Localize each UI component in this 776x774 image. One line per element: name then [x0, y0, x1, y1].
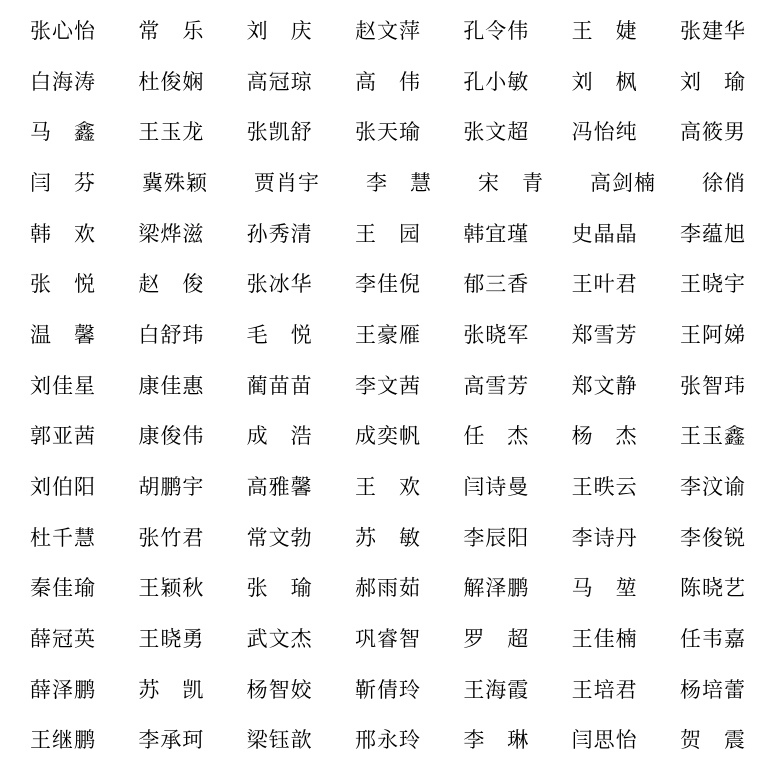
person-name: 胡鹏宇	[138, 474, 205, 499]
name-row	[30, 107, 746, 158]
person-name: 张建华	[679, 18, 746, 43]
person-name: 杨 杰	[571, 424, 638, 449]
person-name: 马 鑫	[30, 120, 96, 145]
person-name: 武文杰	[246, 626, 313, 651]
person-name: 史晶晶	[571, 221, 638, 246]
person-name: 王玉鑫	[679, 424, 746, 449]
person-name: 白舒玮	[138, 322, 205, 347]
person-name: 常文勃	[246, 525, 313, 550]
person-name: 王继鹏	[30, 728, 96, 753]
person-name: 王海霞	[463, 677, 530, 702]
person-name: 宋 青	[478, 170, 544, 195]
person-name: 王阿娣	[679, 322, 746, 347]
person-name: 王晓宇	[679, 272, 746, 297]
person-name: 杨培蕾	[679, 677, 746, 702]
person-name: 秦佳瑜	[30, 576, 96, 601]
person-name: 杜俊娴	[138, 69, 205, 94]
person-name: 李佳倪	[354, 272, 421, 297]
person-name: 任韦嘉	[679, 626, 746, 651]
person-name: 张文超	[463, 120, 530, 145]
person-name: 冀殊颖	[142, 170, 208, 195]
person-name: 杨智姣	[246, 677, 313, 702]
name-row	[30, 57, 746, 108]
name-row	[30, 665, 746, 716]
person-name: 温 馨	[30, 322, 96, 347]
person-name: 高筱男	[679, 120, 746, 145]
name-row	[30, 411, 746, 462]
person-name: 张竹君	[138, 525, 205, 550]
name-row	[30, 614, 746, 665]
person-name: 苏 敏	[354, 525, 421, 550]
person-name: 刘 瑜	[679, 69, 746, 94]
person-name: 李诗丹	[571, 525, 638, 550]
person-name: 张凯舒	[246, 120, 313, 145]
person-name: 李承珂	[138, 728, 205, 753]
person-name: 康佳惠	[138, 373, 205, 398]
person-name: 蔺苗苗	[246, 373, 313, 398]
person-name: 李汶谕	[679, 474, 746, 499]
person-name: 孔令伟	[463, 18, 530, 43]
person-name: 张智玮	[679, 373, 746, 398]
person-name: 王颖秋	[138, 576, 205, 601]
person-name: 王 婕	[571, 18, 638, 43]
person-name: 李辰阳	[463, 525, 530, 550]
person-name: 张晓军	[463, 322, 530, 347]
person-name: 高雪芳	[463, 373, 530, 398]
person-name: 白海涛	[30, 69, 96, 94]
person-name: 王豪雁	[354, 322, 421, 347]
person-name: 高剑楠	[590, 170, 656, 195]
person-name: 解泽鹏	[463, 576, 530, 601]
person-name: 王晓勇	[138, 626, 205, 651]
person-name: 巩睿智	[354, 626, 421, 651]
person-name: 成 浩	[246, 424, 313, 449]
person-name: 冯怡纯	[571, 120, 638, 145]
person-name: 毛 悦	[246, 322, 313, 347]
person-name: 刘伯阳	[30, 474, 96, 499]
person-name: 王培君	[571, 677, 638, 702]
person-name: 杜千慧	[30, 525, 96, 550]
person-name: 陈晓艺	[679, 576, 746, 601]
person-name: 常 乐	[138, 18, 205, 43]
person-name: 郑雪芳	[571, 322, 638, 347]
person-name: 徐俏	[702, 170, 746, 195]
person-name: 王玉龙	[138, 120, 205, 145]
person-name: 赵文萍	[354, 18, 421, 43]
person-name: 马 堃	[571, 576, 638, 601]
name-row	[30, 259, 746, 310]
person-name: 贾肖宇	[254, 170, 320, 195]
person-name: 王 园	[354, 221, 421, 246]
person-name: 李文茜	[354, 373, 421, 398]
person-name: 张天瑜	[354, 120, 421, 145]
person-name: 张 瑜	[246, 576, 313, 601]
person-name: 郝雨茹	[354, 576, 421, 601]
person-name: 梁烨滋	[138, 221, 205, 246]
person-name: 李 琳	[463, 728, 530, 753]
person-name: 康俊伟	[138, 424, 205, 449]
person-name: 刘佳星	[30, 373, 96, 398]
person-name: 张心怡	[30, 18, 96, 43]
person-name: 高冠琼	[246, 69, 313, 94]
name-row	[30, 310, 746, 361]
person-name: 任 杰	[463, 424, 530, 449]
person-name: 梁钰歆	[246, 728, 313, 753]
name-row	[30, 6, 746, 57]
name-row	[30, 715, 746, 766]
person-name: 赵 俊	[138, 272, 205, 297]
person-name: 李蕴旭	[679, 221, 746, 246]
person-name: 刘 庆	[246, 18, 313, 43]
name-grid	[30, 6, 746, 766]
person-name: 韩宜瑾	[463, 221, 530, 246]
person-name: 张 悦	[30, 272, 96, 297]
person-name: 闫 芬	[30, 170, 96, 195]
person-name: 闫思怡	[571, 728, 638, 753]
person-name: 成奕帆	[354, 424, 421, 449]
person-name: 孙秀清	[246, 221, 313, 246]
person-name: 郁三香	[463, 272, 530, 297]
person-name: 刘 枫	[571, 69, 638, 94]
person-name: 张冰华	[246, 272, 313, 297]
name-row	[30, 513, 746, 564]
name-row	[30, 209, 746, 260]
person-name: 薛冠英	[30, 626, 96, 651]
person-name: 王昳云	[571, 474, 638, 499]
person-name: 高 伟	[354, 69, 421, 94]
person-name: 孔小敏	[463, 69, 530, 94]
name-row	[30, 158, 746, 209]
person-name: 郑文静	[571, 373, 638, 398]
person-name: 薛泽鹏	[30, 677, 96, 702]
person-name: 苏 凯	[138, 677, 205, 702]
person-name: 邢永玲	[354, 728, 421, 753]
person-name: 罗 超	[463, 626, 530, 651]
person-name: 郭亚茜	[30, 424, 96, 449]
person-name: 李俊锐	[679, 525, 746, 550]
person-name: 王叶君	[571, 272, 638, 297]
person-name: 王 欢	[354, 474, 421, 499]
person-name: 贺 震	[679, 728, 746, 753]
name-row	[30, 361, 746, 412]
name-row	[30, 563, 746, 614]
person-name: 王佳楠	[571, 626, 638, 651]
person-name: 李 慧	[366, 170, 432, 195]
person-name: 高雅馨	[246, 474, 313, 499]
person-name: 靳倩玲	[354, 677, 421, 702]
person-name: 闫诗曼	[463, 474, 530, 499]
name-row	[30, 462, 746, 513]
person-name: 韩 欢	[30, 221, 96, 246]
